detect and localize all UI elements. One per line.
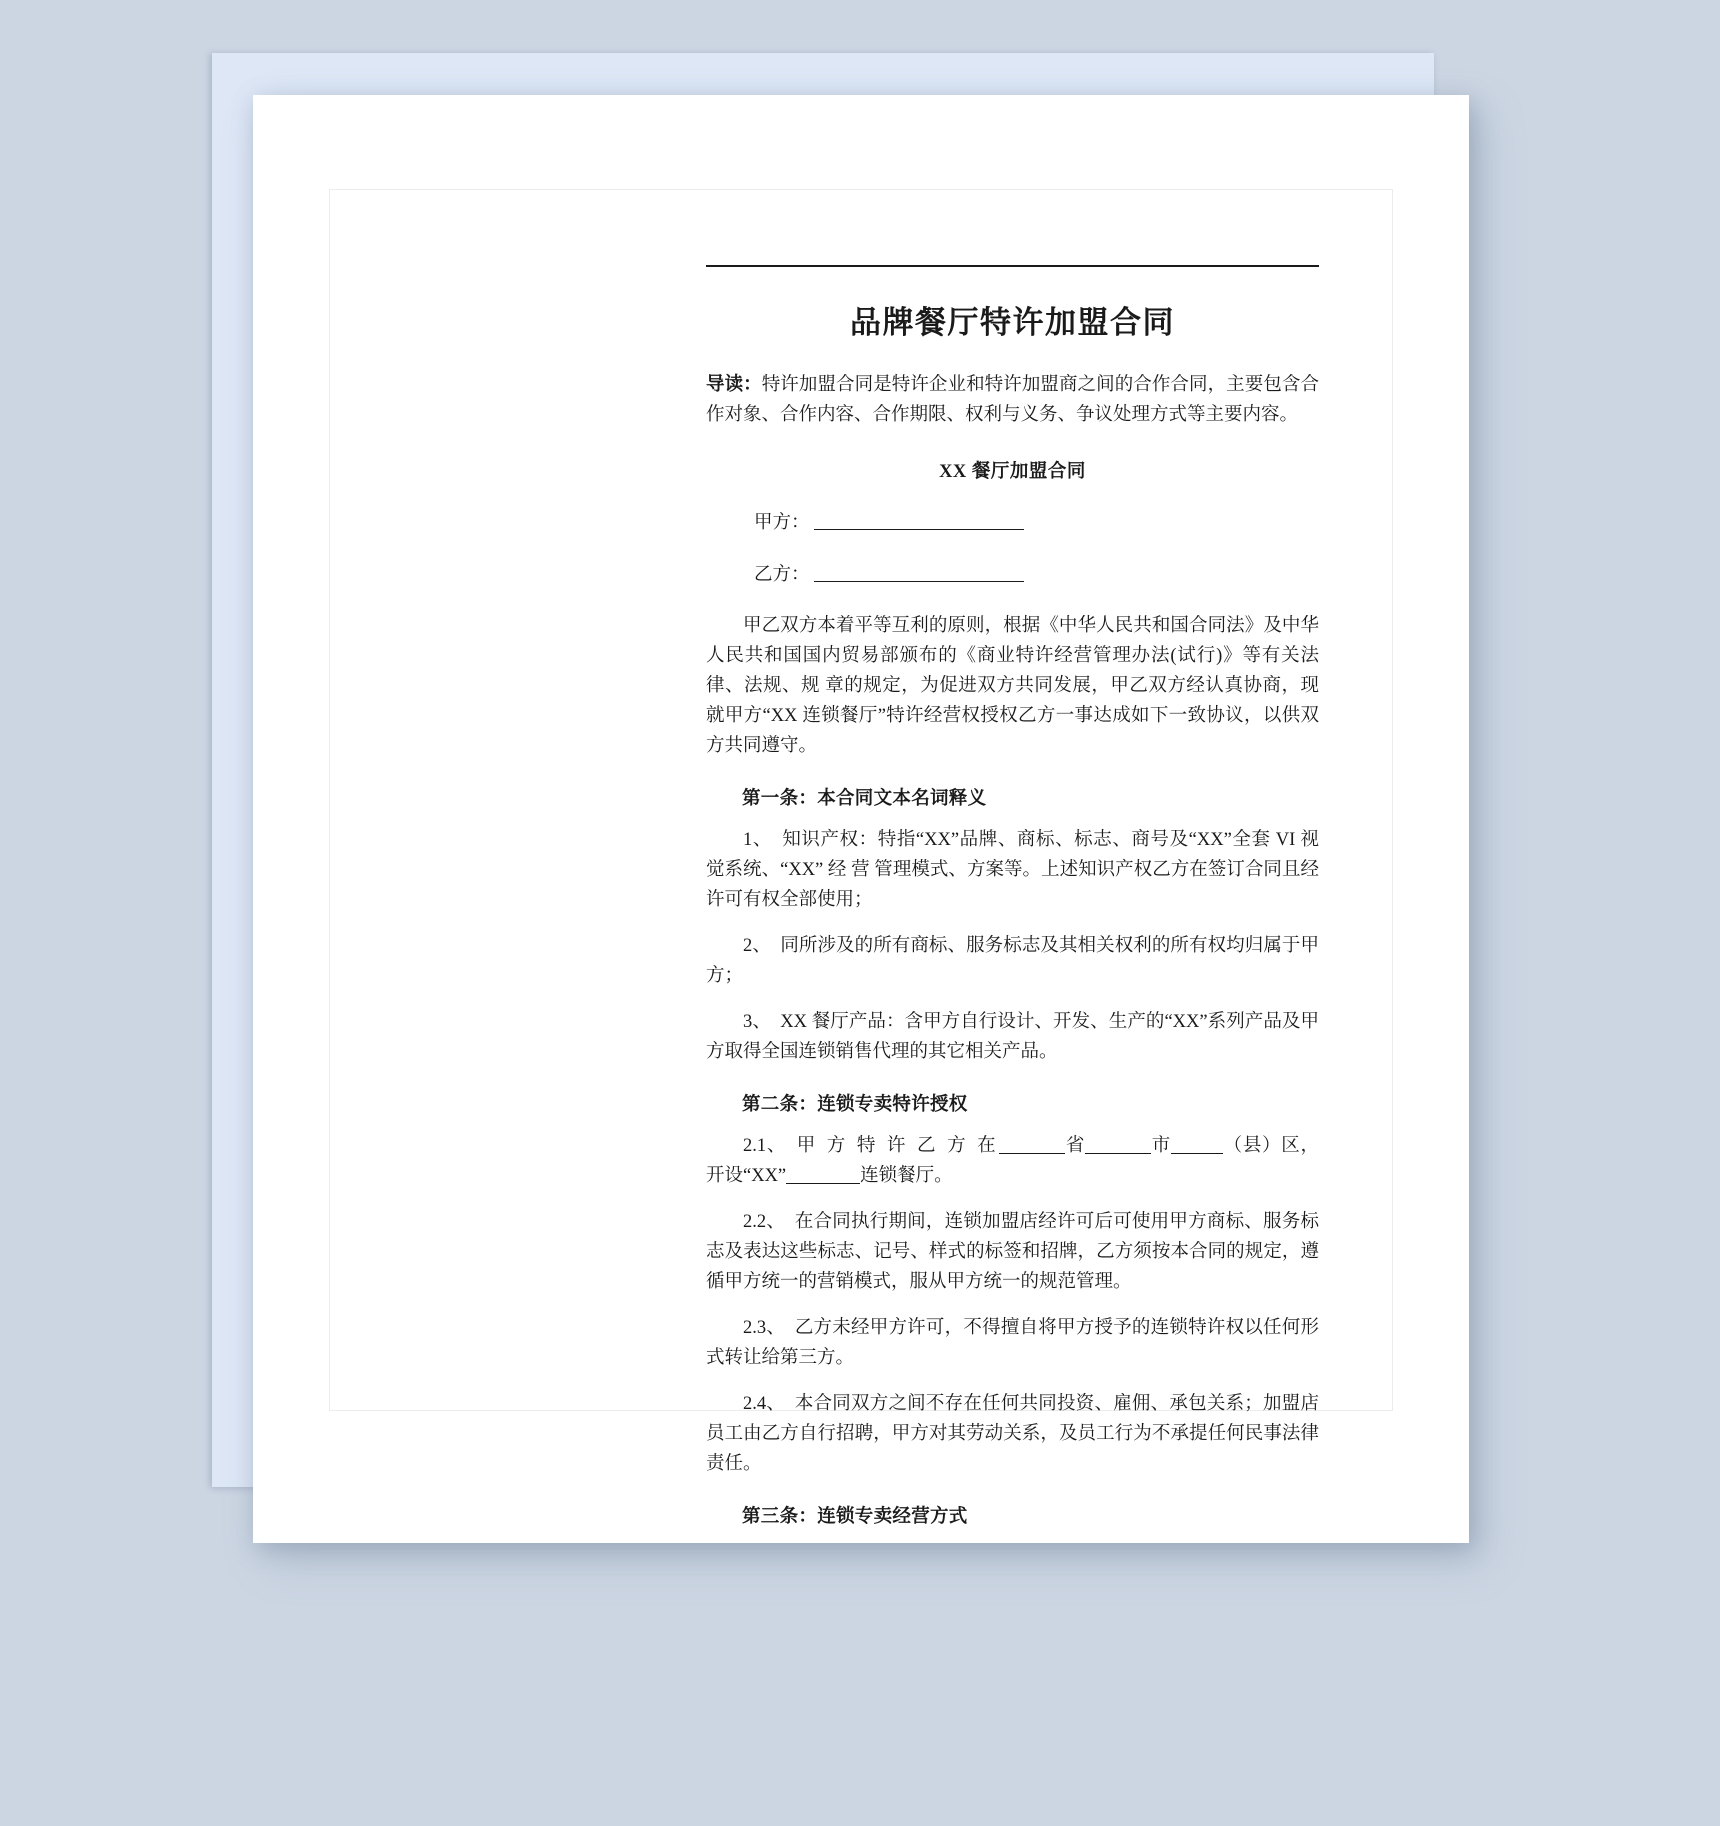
clause-2-3 xyxy=(706,1314,1319,1374)
clause-1-1 xyxy=(706,826,1319,916)
county-unit: （县）区， xyxy=(1222,1136,1319,1157)
contract-subtitle: XX 餐厅加盟合同 xyxy=(939,462,1086,483)
article-3-heading: 第三条：连锁专卖经营方式 xyxy=(742,1506,968,1527)
clause-text: 在合同执行期间，连锁加盟店经许可后可使用甲方商标、服务标志及表达这些标志、记号、样式的标签和招牌，乙方须按本合同的规定，遵循甲方统一的营销模式，服从甲方统一的规范管理。 xyxy=(706,1211,1319,1292)
clause-2-2 xyxy=(706,1208,1319,1298)
clause-text: 同所涉及的所有商标、服务标志及其相关权利的所有权均归属于甲方； xyxy=(706,936,1319,987)
clause-number: 2.2、 xyxy=(743,1211,786,1232)
clause-text-part-2: 开设“XX” xyxy=(706,1166,787,1187)
clause-text: XX 餐厅产品：含甲方自行设计、开发、生产的“XX”系列产品及甲方取得全国连锁销售代理的其它相关产品。 xyxy=(706,1012,1319,1063)
page-title: 品牌餐厅特许加盟合同 xyxy=(850,305,1175,340)
clause-text-part-1: 甲 方 特 许 乙 方 在 xyxy=(796,1136,1000,1157)
clause-text-part-3: 连锁餐厅。 xyxy=(860,1166,953,1187)
store-name-blank[interactable] xyxy=(786,1183,860,1184)
lead-paragraph xyxy=(706,371,1319,431)
clause-number: 2.1、 xyxy=(743,1136,787,1157)
province-unit: 省 xyxy=(1065,1136,1086,1157)
county-blank[interactable] xyxy=(1171,1153,1223,1154)
clause-1-2 xyxy=(706,932,1319,992)
clause-text: 本合同双方之间不存在任何共同投资、雇佣、承包关系；加盟店员工由乙方自行招聘，甲方对其劳动关系，及员工行为不承提任何民事法律责任。 xyxy=(706,1393,1319,1474)
lead-text: 特许加盟合同是特许企业和特许加盟商之间的合作合同，主要包含合作对象、合作内容、合作期限、权利与义务、争议处理方式等主要内容。 xyxy=(706,375,1319,426)
clause-number: 1、 xyxy=(743,830,772,851)
document-page xyxy=(253,95,1469,1543)
party-b-blank[interactable] xyxy=(814,581,1024,582)
city-blank[interactable] xyxy=(1085,1153,1151,1154)
clause-2-1 xyxy=(706,1132,1319,1192)
clause-number: 2.3、 xyxy=(743,1317,786,1338)
clause-text: 乙方未经甲方许可，不得擅自将甲方授予的连锁特许权以任何形式转让给第三方。 xyxy=(706,1317,1319,1368)
party-a-line xyxy=(706,509,1319,539)
lead-label: 导读： xyxy=(706,375,762,396)
header-rule xyxy=(706,265,1319,267)
clause-text: 知识产权：特指“XX”品牌、商标、标志、商号及“XX”全套 VI 视觉系统、“XX” 经 营 管理模式、方案等。上述知识产权乙方在签订合同且经许可有权全部使用； xyxy=(706,830,1319,911)
document-body xyxy=(706,265,1319,1544)
party-a-blank[interactable] xyxy=(814,529,1024,530)
clause-number: 3、 xyxy=(743,1012,771,1033)
party-b-line xyxy=(706,561,1319,591)
clause-number: 2.4、 xyxy=(743,1393,786,1414)
province-blank[interactable] xyxy=(999,1153,1065,1154)
party-a-label: 甲方： xyxy=(754,513,810,534)
clause-1-3 xyxy=(706,1008,1319,1068)
party-b-label: 乙方： xyxy=(754,564,810,585)
clause-number: 2、 xyxy=(743,936,771,957)
clause-2-4 xyxy=(706,1390,1319,1480)
city-unit: 市 xyxy=(1151,1136,1171,1157)
article-2-heading: 第二条：连锁专卖特许授权 xyxy=(742,1095,968,1116)
article-1-heading: 第一条：本合同文本名词释义 xyxy=(742,789,987,810)
preamble-paragraph: 甲乙双方本着平等互利的原则，根据《中华人民共和国合同法》及中华人民共和国国内贸易部颁布的《商业特许经营管理办法(试行)》等有关法律、法规、规 章的规定，为促进双方共同发展，甲乙双方经认真协商，现就甲方“XX 连锁餐厅”特许经营权授权乙方一事达成如下一致协议，以供双方共同遵守。 xyxy=(706,616,1319,757)
